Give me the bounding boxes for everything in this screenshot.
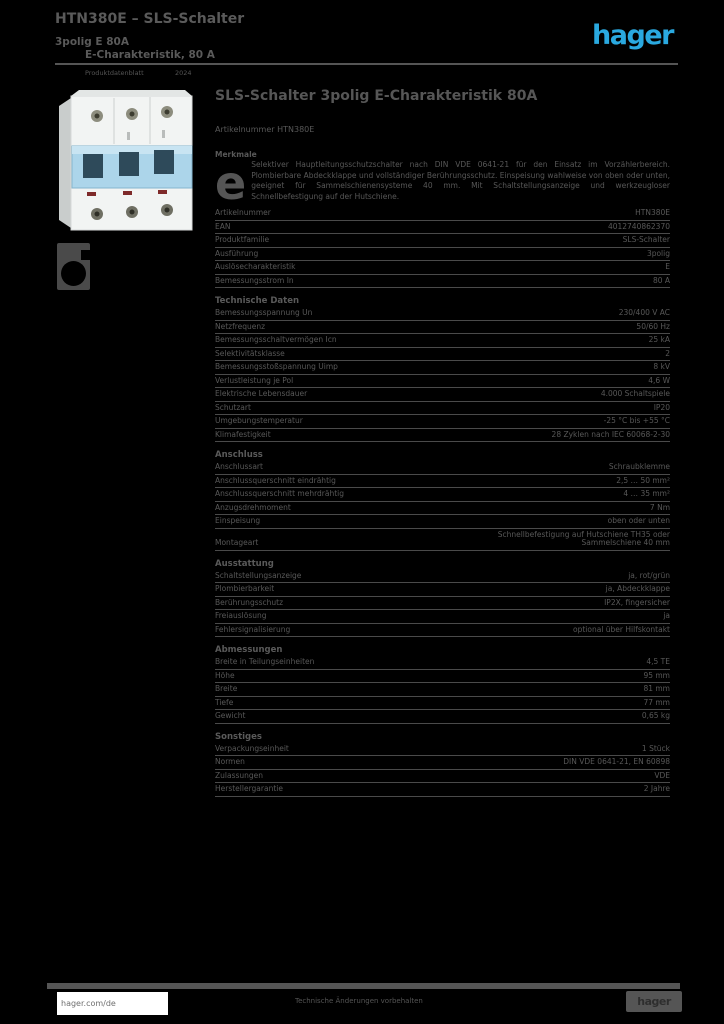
spec-label: Herstellergarantie [215, 784, 283, 793]
spec-row [215, 207, 670, 221]
spec-value: 2 [665, 348, 670, 358]
spec-label: Anschlussquerschnitt eindrähtig [215, 475, 336, 485]
section-header: Sonstiges [215, 731, 262, 742]
spec-row [215, 248, 670, 262]
spec-value: 25 kA [648, 335, 670, 344]
spec-value: Schraubklemme [608, 462, 670, 471]
spec-row [215, 697, 670, 711]
spec-row [215, 429, 670, 443]
section-header: Anschluss [215, 450, 263, 460]
e-characteristic-dropcap: e [215, 156, 247, 210]
spec-row [215, 529, 670, 551]
spec-label: Berührungsschutz [215, 597, 284, 607]
spec-row [215, 321, 670, 335]
spec-value: oben oder unten [607, 516, 670, 525]
spec-value: 28 Zyklen nach IEC 60068-2-30 [551, 429, 670, 439]
spec-value: 1 Stück [641, 743, 670, 753]
spec-label: Ausführung [215, 248, 259, 258]
spec-label: Auslösecharakteristik [215, 262, 296, 271]
spec-value: 77 mm [643, 697, 670, 707]
spec-row [215, 348, 670, 362]
spec-value: 8 kV [653, 362, 670, 371]
spec-row [215, 375, 670, 389]
spec-label: Selektivitätsklasse [215, 348, 285, 358]
spec-label: Höhe [215, 670, 235, 680]
spec-row [215, 234, 670, 248]
spec-value: VDE [654, 770, 670, 780]
spec-value: 50/60 Hz [636, 321, 670, 331]
spec-row [215, 334, 670, 348]
article-subtitle: Artikelnummer HTN380E [215, 125, 315, 134]
spec-row [215, 670, 670, 684]
spec-label: Gewicht [215, 711, 246, 720]
spec-value: SLS-Schalter [622, 235, 670, 244]
spec-value: 3polig [646, 248, 670, 258]
spec-value: IP20 [653, 402, 670, 412]
spec-row [215, 656, 670, 670]
spec-label: Anschlussart [215, 462, 263, 471]
spec-value: 80 A [652, 275, 670, 285]
spec-label: Normen [215, 757, 245, 766]
spec-label: Umgebungstemperatur [215, 416, 303, 425]
spec-label: Breite [215, 684, 238, 693]
header-rule [55, 63, 678, 65]
pictogram-notch [81, 250, 90, 260]
spec-label: Tiefe [215, 697, 234, 707]
spec-value: ja, Abdeckklappe [605, 584, 670, 593]
spec-value: 0,65 kg [641, 711, 670, 720]
pictogram-hole [61, 261, 86, 286]
spec-label: Breite in Teilungseinheiten [215, 657, 315, 666]
spec-row [215, 770, 670, 784]
header-product-line2: 3polig E 80A [55, 36, 129, 48]
spec-column [215, 156, 670, 797]
spec-value: IP2X, fingersicher [604, 597, 670, 607]
spec-row [215, 710, 670, 724]
spec-row [215, 597, 670, 611]
spec-row [215, 743, 670, 757]
spec-label: Plombierbarkeit [215, 584, 275, 593]
spec-label: Verlustleistung je Pol [215, 375, 294, 385]
spec-label: Zulassungen [215, 770, 264, 780]
spec-value: 4,6 W [648, 375, 670, 385]
spec-row [215, 402, 670, 416]
description-text: Selektiver Hauptleitungsschutzschalter nach DIN VDE 0641-21 für den Einsatz im Vorzählerbereich. Plombierbare Abdeckklappe und vollständiger Berührungsschutz. Einspeisung wahlweise von oben oder unten, geeignet für Sammelschienensysteme 40 mm. Mit Schaltstellungsanzeige und werkzeugloser Schnellbefestigung auf der Hutschiene. [251, 160, 670, 201]
spec-row [215, 515, 670, 529]
spec-label: Anschlussquerschnitt mehrdrähtig [215, 489, 345, 498]
spec-row [215, 756, 670, 770]
spec-row [215, 570, 670, 584]
spec-row [215, 361, 670, 375]
spec-value: 2 Jahre [643, 784, 670, 793]
section-header: Technische Daten [215, 296, 300, 306]
hager-logo: hager [592, 20, 673, 51]
spec-row [215, 610, 670, 624]
product-photo [57, 88, 196, 232]
section-header: Abmessungen [215, 645, 283, 655]
header-product-line3: E-Charakteristik, 80 A [85, 49, 215, 61]
spec-value: ja, rot/grün [628, 570, 670, 580]
spec-label: Schutzart [215, 402, 251, 412]
spec-value: ja [663, 611, 670, 620]
section-header: Ausstattung [215, 558, 274, 569]
spec-label: EAN [215, 221, 231, 231]
spec-label: Anzugsdrehmoment [215, 502, 291, 512]
breaker-image [57, 88, 196, 232]
spec-label: Montageart [215, 538, 259, 547]
spec-value: 95 mm [643, 670, 670, 680]
footer-link-box [57, 992, 168, 1015]
spec-row [215, 307, 670, 321]
spec-value: 7 Nm [649, 502, 670, 512]
spec-row [215, 683, 670, 697]
spec-row [215, 461, 670, 475]
spec-row [215, 488, 670, 502]
spec-label: Artikelnummer [215, 208, 271, 217]
spec-label: Schaltstellungsanzeige [215, 570, 302, 580]
spec-value: 4,5 TE [646, 657, 670, 666]
spec-label: Bemessungsspannung Un [215, 308, 313, 317]
spec-value: 4012740862370 [607, 221, 670, 231]
spec-row [215, 502, 670, 516]
footer-bar [47, 983, 680, 989]
spec-label: Bemessungsschaltvermögen Icn [215, 335, 337, 344]
spec-value: DIN VDE 0641-21, EN 60898 [563, 757, 670, 766]
spec-value: 4.000 Schaltspiele [600, 389, 670, 398]
spec-value: 230/400 V AC [618, 308, 670, 317]
spec-row [215, 221, 670, 235]
spec-value: 2,5 … 50 mm² [616, 475, 670, 485]
spec-row [215, 261, 670, 275]
spec-row [215, 275, 670, 289]
header-subline-year: 2024 [175, 69, 192, 77]
spec-label: Produktfamilie [215, 235, 270, 244]
spec-label: Einspeisung [215, 516, 261, 525]
spec-value: HTN380E [635, 208, 670, 217]
page-title: SLS-Schalter 3polig E-Charakteristik 80A [215, 88, 538, 104]
mounting-pictogram-icon [57, 243, 90, 290]
footer-note: Technische Änderungen vorbehalten [295, 997, 423, 1005]
spec-label: Verpackungseinheit [215, 743, 289, 753]
footer-logo: hager [626, 991, 682, 1012]
header-product-code: HTN380E – SLS-Schalter [55, 11, 245, 27]
spec-row [215, 783, 670, 797]
spec-value: 81 mm [643, 684, 670, 693]
spec-value: E [665, 262, 670, 271]
footer-website-link[interactable]: hager.com/de [61, 999, 116, 1008]
spec-label: Fehlersignalisierung [215, 624, 291, 634]
spec-label: Klimafestigkeit [215, 429, 271, 439]
spec-row [215, 388, 670, 402]
spec-label: Elektrische Lebensdauer [215, 389, 308, 398]
product-description [215, 156, 670, 210]
spec-row [215, 475, 670, 489]
spec-row [215, 624, 670, 638]
spec-value: Schnellbefestigung auf Hutschiene TH35 oder Sammelschiene 40 mm [497, 529, 670, 547]
spec-table [215, 207, 670, 797]
spec-label: Bemessungsstrom In [215, 275, 294, 285]
spec-label: Netzfrequenz [215, 321, 266, 331]
spec-label: Freiauslösung [215, 611, 267, 620]
spec-row [215, 415, 670, 429]
spec-value: -25 °C bis +55 °C [603, 416, 670, 425]
features-label: Merkmale [215, 150, 257, 159]
spec-value: 4 … 35 mm² [623, 489, 670, 498]
header-subline: Produktdatenblatt [85, 69, 144, 77]
spec-value: optional über Hilfskontakt [573, 624, 670, 634]
spec-label: Bemessungsstoßspannung Uimp [215, 362, 338, 371]
spec-row [215, 583, 670, 597]
